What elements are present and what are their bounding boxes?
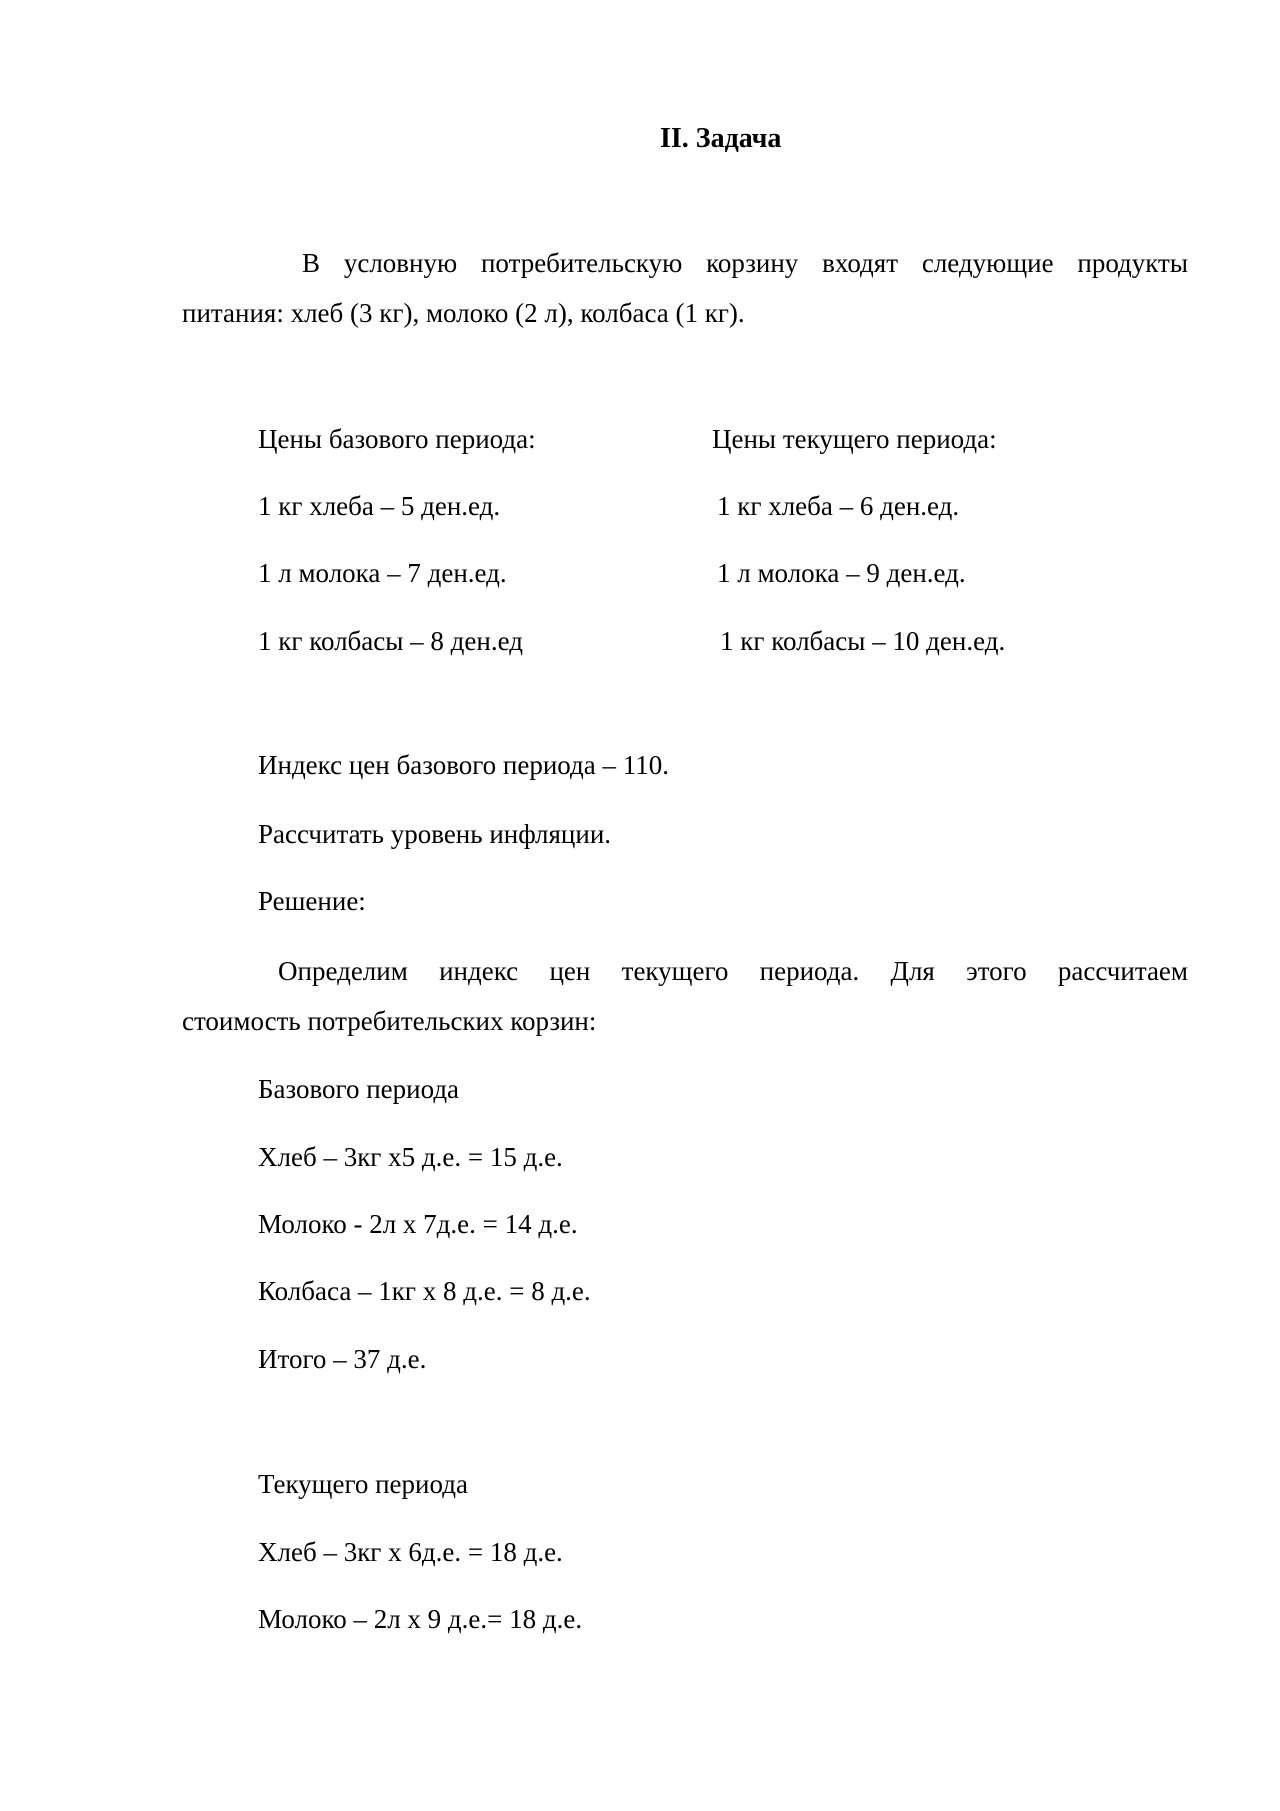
solution-text-line-1: Определим индекс цен текущего периода. Для этого рассчитаем: [278, 956, 1188, 986]
solution-label: Решение:: [258, 886, 366, 916]
base-basket-heading: Базового периода: [258, 1074, 460, 1104]
intro-line-2: питания: хлеб (3 кг), молоко (2 л), колбаса (1 кг).: [182, 298, 745, 328]
current-basket-item: Молоко – 2л х 9 д.е.= 18 д.е.: [258, 1604, 583, 1634]
base-basket-total: Итого – 37 д.е.: [258, 1344, 427, 1374]
current-basket-item: Хлеб – 3кг х 6д.е. = 18 д.е.: [258, 1537, 563, 1567]
base-basket-item: Колбаса – 1кг х 8 д.е. = 8 д.е.: [258, 1276, 591, 1306]
base-price-item: 1 кг хлеба – 5 ден.ед.: [258, 491, 501, 521]
current-price-item: 1 кг хлеба – 6 ден.ед.: [717, 491, 960, 521]
current-price-item: 1 л молока – 9 ден.ед.: [717, 558, 966, 588]
base-prices-header: Цены базового периода:: [258, 424, 536, 454]
intro-line-1: В условную потребительскую корзину входят следующие продукты: [302, 248, 1188, 278]
current-basket-heading: Текущего периода: [258, 1469, 468, 1499]
base-basket-item: Молоко - 2л х 7д.е. = 14 д.е.: [258, 1209, 578, 1239]
current-price-item: 1 кг колбасы – 10 ден.ед.: [720, 626, 1006, 656]
solution-text-line-2: стоимость потребительских корзин:: [182, 1006, 597, 1036]
base-basket-item: Хлеб – 3кг х5 д.е. = 15 д.е.: [258, 1142, 563, 1172]
current-prices-header: Цены текущего периода:: [712, 424, 997, 454]
base-price-item: 1 кг колбасы – 8 ден.ед: [258, 626, 523, 656]
base-index-text: Индекс цен базового периода – 110.: [258, 750, 669, 780]
base-price-item: 1 л молока – 7 ден.ед.: [258, 558, 507, 588]
page-title: II. Задача: [660, 123, 782, 154]
task-text: Рассчитать уровень инфляции.: [258, 819, 612, 849]
